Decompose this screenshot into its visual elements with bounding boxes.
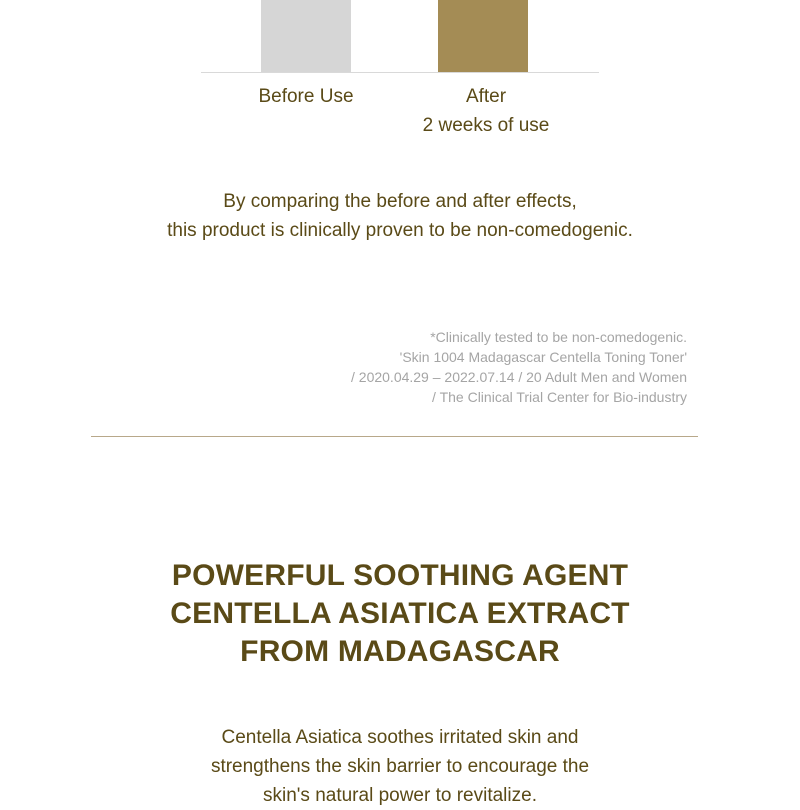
footnote-line-3: / 2020.04.29 – 2022.07.14 / 20 Adult Men and Women — [351, 369, 687, 385]
chart-baseline — [201, 72, 599, 73]
after-use-label: After 2 weeks of use — [422, 86, 550, 136]
before-after-chart — [0, 0, 800, 140]
description-line-3: skin's natural power to revitalize. — [263, 785, 537, 806]
before-use-bar — [261, 0, 351, 72]
footnote-line-2: 'Skin 1004 Madagascar Centella Toning Toner' — [399, 349, 687, 365]
section-description — [0, 723, 800, 810]
description-line-2: strengthens the skin barrier to encourage the — [210, 756, 590, 777]
headline-line-3: FROM MADAGASCAR — [240, 635, 560, 668]
description-line-1: Centella Asiatica soothes irritated skin and — [221, 727, 579, 748]
clinical-footnote — [351, 327, 687, 407]
footnote-line-1: *Clinically tested to be non-comedogenic. — [430, 329, 687, 345]
section-divider — [91, 436, 698, 437]
comparison-line-1: By comparing the before and after effects, — [223, 191, 577, 212]
headline-line-2: CENTELLA ASIATICA EXTRACT — [170, 597, 630, 630]
after-use-bar — [438, 0, 528, 72]
headline-line-1: POWERFUL SOOTHING AGENT — [171, 559, 629, 592]
comparison-line-2: this product is clinically proven to be non-comedogenic. — [167, 220, 633, 241]
comparison-statement — [0, 187, 800, 245]
footnote-line-4: / The Clinical Trial Center for Bio-industry — [432, 389, 687, 405]
section-headline — [0, 557, 800, 671]
before-use-label: Before Use — [258, 86, 354, 107]
